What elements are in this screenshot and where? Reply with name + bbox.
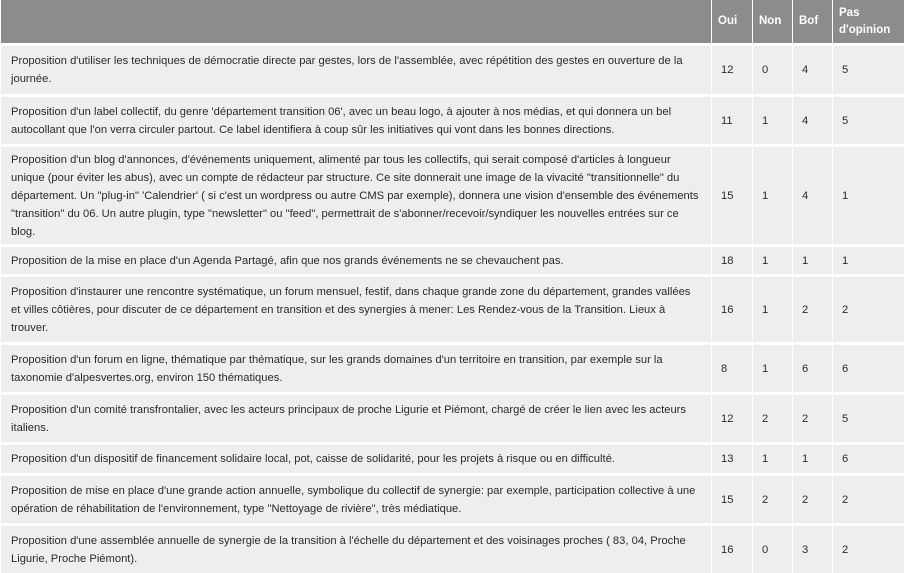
vote-oui: 16: [712, 523, 753, 573]
table-header: [1, 0, 905, 43]
table-row: [1, 392, 905, 442]
vote-oui: 16: [712, 274, 753, 342]
vote-bof: 3: [793, 523, 833, 573]
table-row: [1, 144, 905, 244]
vote-oui: 13: [712, 442, 753, 473]
proposition-text: Proposition d'un label collectif, du genre 'département transition 06', avec un beau logo, à ajouter à nos médias, et qui donnera un bel autocollant que l'on verra circuler partout. Ce label identifiera à coup sûr les initiatives qui vont dans les bonnes directions.: [1, 94, 712, 144]
vote-bof: 1: [793, 244, 833, 274]
proposition-text: Proposition d'une assemblée annuelle de synergie de la transition à l'échelle du département et des voisinages proches ( 83, 04, Proche Ligurie, Proche Piémont).: [1, 523, 712, 573]
vote-non: 2: [753, 473, 793, 523]
vote-pas-opinion: 1: [833, 244, 905, 274]
proposition-text: Proposition d'un comité transfrontalier, avec les acteurs principaux de proche Ligurie et Piémont, chargé de créer le lien avec les acteurs italiens.: [1, 392, 712, 442]
vote-bof: 4: [793, 43, 833, 94]
header-pas-opinion-line1: Pas: [839, 6, 860, 19]
vote-oui: 15: [712, 144, 753, 244]
vote-bof: 2: [793, 274, 833, 342]
proposition-text: Proposition d'un dispositif de financement solidaire local, pot, caisse de solidarité, pour les projets à risque ou en difficulté.: [1, 442, 712, 473]
header-pas-opinion-line2: d'opinion: [839, 23, 891, 36]
header-bof: Bof: [793, 0, 833, 43]
table-row: [1, 94, 905, 144]
header-oui: Oui: [712, 0, 753, 43]
vote-bof: 2: [793, 473, 833, 523]
vote-non: 1: [753, 274, 793, 342]
header-proposition: [1, 0, 712, 43]
vote-oui: 12: [712, 43, 753, 94]
vote-oui: 11: [712, 94, 753, 144]
table-row: [1, 43, 905, 94]
table-row: [1, 274, 905, 342]
table-row: [1, 473, 905, 523]
table-row: [1, 523, 905, 573]
vote-bof: 1: [793, 442, 833, 473]
vote-non: 1: [753, 442, 793, 473]
vote-non: 1: [753, 94, 793, 144]
vote-non: 2: [753, 392, 793, 442]
vote-bof: 4: [793, 94, 833, 144]
vote-oui: 15: [712, 473, 753, 523]
vote-pas-opinion: 5: [833, 43, 905, 94]
vote-pas-opinion: 6: [833, 442, 905, 473]
vote-bof: 6: [793, 342, 833, 392]
vote-oui: 12: [712, 392, 753, 442]
vote-pas-opinion: 5: [833, 94, 905, 144]
header-non: Non: [753, 0, 793, 43]
proposition-text: Proposition de la mise en place d'un Agenda Partagé, afin que nos grands événements ne se chevauchent pas.: [1, 244, 712, 274]
proposition-text: Proposition d'un blog d'annonces, d'événements uniquement, alimenté par tous les collectifs, qui serait composé d'articles à longueur unique (pour éviter les abus), avec un compte de rédacteur par structure. Ce site donnerait une image de la vivacité "transitionnelle" du département. Un "plug-in" 'Calendrier' ( si c'est un wordpress ou autre CMS par exemple), donnera une vision d'ensemble des événements "transition" du 06. Un autre plugin, type "newsletter" ou "feed", permettrait de s'abonner/recevoir/syndiquer les nouvelles entrées sur ce blog.: [1, 144, 712, 244]
vote-non: 1: [753, 342, 793, 392]
vote-results-table: [1, 0, 905, 573]
proposition-text: Proposition de mise en place d'une grande action annuelle, symbolique du collectif de synergie: par exemple, participation collective à une opération de réhabilitation de l'environnement, type "Nettoyage de rivière", très médiatique.: [1, 473, 712, 523]
proposition-text: Proposition d'un forum en ligne, thématique par thématique, sur les grands domaines d'un territoire en transition, par exemple sur la taxonomie d'alpesvertes.org, environ 150 thématiques.: [1, 342, 712, 392]
vote-non: 0: [753, 43, 793, 94]
vote-non: 1: [753, 144, 793, 244]
vote-oui: 8: [712, 342, 753, 392]
vote-oui: 18: [712, 244, 753, 274]
vote-non: 0: [753, 523, 793, 573]
table-row: [1, 442, 905, 473]
header-row: [1, 0, 905, 43]
vote-non: 1: [753, 244, 793, 274]
header-pas-opinion: [833, 0, 905, 43]
vote-bof: 4: [793, 144, 833, 244]
vote-bof: 2: [793, 392, 833, 442]
table-body: [1, 43, 905, 573]
table-row: [1, 342, 905, 392]
vote-pas-opinion: 2: [833, 523, 905, 573]
vote-pas-opinion: 1: [833, 144, 905, 244]
vote-pas-opinion: 2: [833, 473, 905, 523]
proposition-text: Proposition d'utiliser les techniques de démocratie directe par gestes, lors de l'assemblée, avec répétition des gestes en ouverture de la journée.: [1, 43, 712, 94]
vote-pas-opinion: 2: [833, 274, 905, 342]
proposition-text: Proposition d'instaurer une rencontre systématique, un forum mensuel, festif, dans chaque grande zone du département, grandes vallées et villes côtières, pour discuter de ce département en transition et des synergies à mener: Les Rendez-vous de la Transition. Lieux à trouver.: [1, 274, 712, 342]
vote-pas-opinion: 5: [833, 392, 905, 442]
vote-pas-opinion: 6: [833, 342, 905, 392]
table-row: [1, 244, 905, 274]
